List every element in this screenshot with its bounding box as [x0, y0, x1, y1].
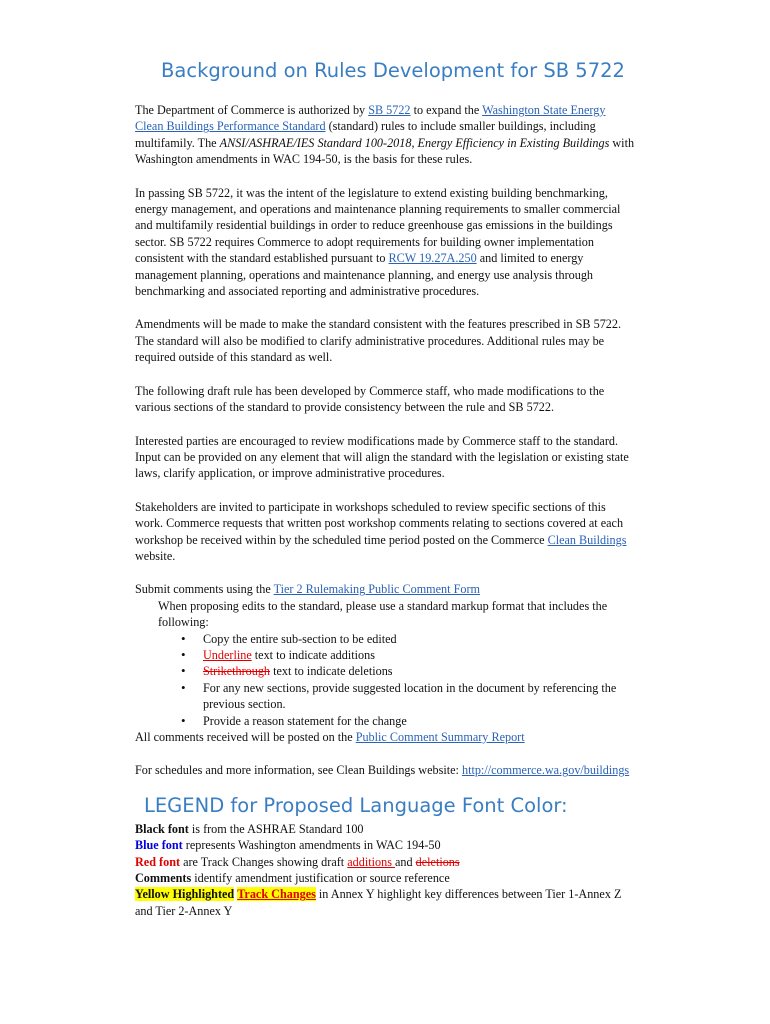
markup-instructions: When proposing edits to the standard, please use a standard markup format that includes the following:	[158, 598, 608, 630]
commerce-buildings-url-link[interactable]: http://commerce.wa.gov/buildings	[461, 763, 630, 778]
legend-comments: Comments identify amendment justification or source reference	[135, 871, 450, 886]
paragraph-amendments: Amendments will be made to make the standard consistent with the features prescribed in SB 5722. The standard will also be modified to clarify administrative procedures. Additional rules may be required outside of this standard as well.	[135, 317, 622, 365]
paragraph-schedules: For schedules and more information, see Clean Buildings website: http://commerce.wa.gov/buildings	[135, 763, 630, 778]
legend	[135, 821, 635, 919]
paragraph-draft-rule: The following draft rule has been developed by Commerce staff, who made modifications to the various sections of the standard to provide consistency between the rule and SB 5722.	[135, 383, 605, 415]
legend-black: Black font is from the ASHRAE Standard 100	[135, 821, 364, 836]
paragraph-interested-parties: Interested parties are encouraged to review modifications made by Commerce staff to the standard. Input can be provided on any element that will align the standard with the legislation or existing state laws, clarify application, or improve administrative procedures.	[135, 433, 629, 481]
clean-buildings-standard-link[interactable]: Washington State Energy Clean Buildings Performance Standard	[135, 103, 606, 134]
comment-form-link[interactable]: Tier 2 Rulemaking Public Comment Form	[273, 582, 480, 597]
paragraph-workshops: Stakeholders are invited to participate in workshops scheduled to review specific sections of this work. Commerce requests that written post workshop comments relating to sections covered at each workshop be received within by the scheduled time period posted on the Commerce Clean Buildings website.	[135, 499, 627, 563]
clean-buildings-link[interactable]: Clean Buildings	[547, 532, 627, 547]
list-item: • Provide a reason statement for the change	[203, 713, 635, 729]
markup-list	[135, 631, 635, 729]
submit-comments-line: Submit comments using the Tier 2 Rulemaking Public Comment Form	[135, 582, 480, 597]
page-title: Background on Rules Development for SB 5722	[161, 59, 625, 82]
list-item: • Copy the entire sub-section to be edited	[203, 631, 635, 647]
posted-comments-line: All comments received will be posted on the Public Comment Summary Report	[135, 730, 525, 744]
paragraph-authority: The Department of Commerce is authorized by SB 5722 to expand the Washington State Energy Clean Buildings Performance Standard (standard) rules to include smaller buildings, including multifamily. The ANSI/ASHRAE/IES Standard 100-2018, Energy Efficiency in Existing Buildings with Washington amendments in WAC 194-50, is the basis for these rules.	[135, 103, 635, 167]
list-item: • Strikethrough text to indicate deletions	[203, 663, 635, 679]
underline-sample: Underline	[203, 647, 252, 662]
strikethrough-sample: Strikethrough	[203, 664, 271, 679]
list-item: • Underline text to indicate additions	[203, 647, 635, 663]
sb5722-link[interactable]: SB 5722	[368, 103, 411, 117]
paragraph-intent: In passing SB 5722, it was the intent of the legislature to extend existing building benchmarking, energy management, and operations and maintenance planning requirements to smaller commercial and multifamily residential buildings in order to reduce greenhouse gas emissions in the buildings sector. SB 5722 requires Commerce to adopt requirements for building owner implementation consistent with the standard established pursuant to RCW 19.27A.250 and limited to energy management planning, operations and maintenance planning, and energy use analysis through benchmarking and associated reporting and administrative procedures.	[135, 185, 621, 299]
legend-red: Red font are Track Changes showing draft additions and deletions	[135, 854, 460, 869]
legend-title: LEGEND for Proposed Language Font Color:	[144, 793, 568, 817]
legend-highlight: Yellow Highlighted Track Changes in Annex Y highlight key differences between Tier 1-Annex Z and Tier 2-Annex Y	[135, 887, 622, 918]
submit-comments-section	[135, 581, 635, 745]
list-item: • For any new sections, provide suggested location in the document by referencing the previous section.	[203, 680, 635, 713]
legend-blue: Blue font represents Washington amendments in WAC 194-50	[135, 838, 441, 853]
rcw-link[interactable]: RCW 19.27A.250	[388, 251, 477, 266]
document-body	[135, 58, 635, 919]
comment-summary-link[interactable]: Public Comment Summary Report	[355, 730, 525, 744]
